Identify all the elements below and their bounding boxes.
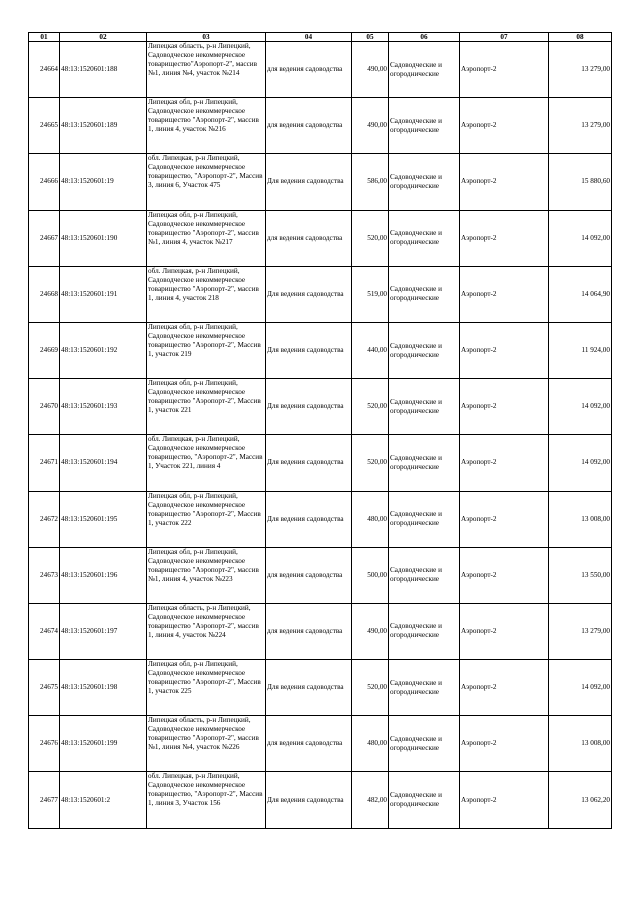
- cell-number: 24668: [29, 266, 60, 322]
- cell-group: Аэропорт-2: [460, 42, 549, 98]
- cell-address: [147, 379, 266, 435]
- table-row: [29, 322, 612, 378]
- cell-cost: 13 279,00: [549, 98, 612, 154]
- cell-permitted-use: для ведения садоводства: [266, 210, 352, 266]
- address-text: обл. Липецкая, р-н Липецкий, Садоводческое некоммерческое товарищество, "Аэропорт-2", Массив 1, Участок 221, линия 4: [148, 435, 263, 471]
- cell-number: 24672: [29, 491, 60, 547]
- address-text: Липецкая обл, р-н Липецкий, Садоводческое некоммерческое товарищество "Аэропорт-2", Массив 1, участок 219: [148, 322, 261, 358]
- table-row: [29, 210, 612, 266]
- table-row: [29, 154, 612, 210]
- cell-cost: 14 092,00: [549, 660, 612, 716]
- cell-group: Аэропорт-2: [460, 772, 549, 828]
- cell-area: 586,00: [352, 154, 389, 210]
- cell-cadastral-number: 48:13:1520601:192: [60, 322, 147, 378]
- cell-cadastral-number: 48:13:1520601:2: [60, 772, 147, 828]
- table-row: [29, 266, 612, 322]
- cell-address: [147, 603, 266, 659]
- cell-category: Садоводческие и огороднические: [389, 660, 460, 716]
- cell-address: [147, 435, 266, 491]
- cell-address: [147, 772, 266, 828]
- cell-group: Аэропорт-2: [460, 716, 549, 772]
- table-header-row: [29, 33, 612, 42]
- cell-cadastral-number: 48:13:1520601:193: [60, 379, 147, 435]
- cell-address: [147, 716, 266, 772]
- table-row: [29, 660, 612, 716]
- cadastral-table: [28, 32, 612, 829]
- cell-area: 520,00: [352, 435, 389, 491]
- cell-cost: 13 062,20: [549, 772, 612, 828]
- table-row: [29, 772, 612, 828]
- address-text: Липецкая область, р-н Липецкий, Садоводческое некоммерческое товарищество "Аэропорт-2", массив №1, линия №4, участок №226: [148, 716, 259, 752]
- cell-category: Садоводческие и огороднические: [389, 154, 460, 210]
- header-col-04: 04: [266, 33, 352, 42]
- address-text: Липецкая обл, р-н Липецкий, Садоводческое некоммерческое товарищество "Аэропорт-2", массив №1, линия 4, участок №217: [148, 210, 259, 246]
- cell-area: 482,00: [352, 772, 389, 828]
- cell-address: [147, 266, 266, 322]
- cell-area: 480,00: [352, 716, 389, 772]
- cell-number: 24676: [29, 716, 60, 772]
- cell-area: 520,00: [352, 660, 389, 716]
- cell-area: 519,00: [352, 266, 389, 322]
- cell-permitted-use: Для ведения садоводства: [266, 154, 352, 210]
- cell-group: Аэропорт-2: [460, 379, 549, 435]
- cell-permitted-use: Для ведения садоводства: [266, 379, 352, 435]
- cell-group: Аэропорт-2: [460, 660, 549, 716]
- cell-area: 490,00: [352, 603, 389, 659]
- cell-cadastral-number: 48:13:1520601:197: [60, 603, 147, 659]
- cell-number: 24669: [29, 322, 60, 378]
- table-row: [29, 435, 612, 491]
- cell-number: 24674: [29, 603, 60, 659]
- cell-permitted-use: для ведения садоводства: [266, 547, 352, 603]
- cell-number: 24670: [29, 379, 60, 435]
- cell-area: 500,00: [352, 547, 389, 603]
- header-col-07: 07: [460, 33, 549, 42]
- cell-number: 24665: [29, 98, 60, 154]
- cell-permitted-use: Для ведения садоводства: [266, 660, 352, 716]
- cell-area: 520,00: [352, 210, 389, 266]
- cell-category: Садоводческие и огороднические: [389, 772, 460, 828]
- cell-group: Аэропорт-2: [460, 210, 549, 266]
- cell-group: Аэропорт-2: [460, 266, 549, 322]
- cell-cadastral-number: 48:13:1520601:190: [60, 210, 147, 266]
- cell-address: [147, 322, 266, 378]
- cell-number: 24671: [29, 435, 60, 491]
- cell-group: Аэропорт-2: [460, 435, 549, 491]
- cell-cost: 13 008,00: [549, 716, 612, 772]
- cell-cost: 11 924,00: [549, 322, 612, 378]
- address-text: Липецкая обл, р-н Липецкий, Садоводческое некоммерческое товарищество "Аэропорт-2", массив №1, линия 4, участок №223: [148, 547, 259, 583]
- cell-address: [147, 210, 266, 266]
- header-col-02: 02: [60, 33, 147, 42]
- address-text: обл. Липецкая, р-н Липецкий, Садоводческое некоммерческое товарищество, "Аэропорт-2", Массив 3, линия 6, Участок 475: [148, 154, 263, 190]
- cell-category: Садоводческие и огороднические: [389, 266, 460, 322]
- cell-area: 490,00: [352, 42, 389, 98]
- address-text: Липецкая обл, р-н Липецкий, Садоводческое некоммерческое товарищество "Аэропорт-2", массив 1, линия 4, участок №216: [148, 98, 259, 134]
- cell-group: Аэропорт-2: [460, 603, 549, 659]
- table-row: [29, 379, 612, 435]
- cell-area: 480,00: [352, 491, 389, 547]
- cell-cadastral-number: 48:13:1520601:195: [60, 491, 147, 547]
- header-col-08: 08: [549, 33, 612, 42]
- cell-area: 440,00: [352, 322, 389, 378]
- cell-cadastral-number: 48:13:1520601:194: [60, 435, 147, 491]
- cell-cost: 13 550,00: [549, 547, 612, 603]
- header-col-06: 06: [389, 33, 460, 42]
- cell-number: 24673: [29, 547, 60, 603]
- header-col-03: 03: [147, 33, 266, 42]
- cell-category: Садоводческие и огороднические: [389, 42, 460, 98]
- cell-permitted-use: Для ведения садоводства: [266, 772, 352, 828]
- cell-group: Аэропорт-2: [460, 491, 549, 547]
- cell-permitted-use: для ведения садоводства: [266, 42, 352, 98]
- cell-cost: 14 092,00: [549, 379, 612, 435]
- cell-permitted-use: для ведения садоводства: [266, 98, 352, 154]
- address-text: обл. Липецкая, р-н Липецкий, Садоводческое некоммерческое товарищество "Аэропорт-2", массив 1, линия 4, участок 218: [148, 266, 259, 302]
- cell-category: Садоводческие и огороднические: [389, 716, 460, 772]
- cell-category: Садоводческие и огороднические: [389, 322, 460, 378]
- cell-cadastral-number: 48:13:1520601:189: [60, 98, 147, 154]
- cell-cost: 13 279,00: [549, 42, 612, 98]
- header-col-01: 01: [29, 33, 60, 42]
- cell-category: Садоводческие и огороднические: [389, 491, 460, 547]
- table-body: [29, 42, 612, 829]
- cell-cadastral-number: 48:13:1520601:191: [60, 266, 147, 322]
- cell-group: Аэропорт-2: [460, 547, 549, 603]
- cell-category: Садоводческие и огороднические: [389, 98, 460, 154]
- cell-address: [147, 98, 266, 154]
- cell-number: 24675: [29, 660, 60, 716]
- cell-address: [147, 154, 266, 210]
- cell-number: 24667: [29, 210, 60, 266]
- cell-area: 490,00: [352, 98, 389, 154]
- cell-permitted-use: Для ведения садоводства: [266, 266, 352, 322]
- cell-category: Садоводческие и огороднические: [389, 210, 460, 266]
- cell-cost: 14 092,00: [549, 210, 612, 266]
- cell-address: [147, 491, 266, 547]
- cell-number: 24666: [29, 154, 60, 210]
- header-col-05: 05: [352, 33, 389, 42]
- cell-cadastral-number: 48:13:1520601:198: [60, 660, 147, 716]
- cell-group: Аэропорт-2: [460, 322, 549, 378]
- table-row: [29, 716, 612, 772]
- cell-cost: 13 008,00: [549, 491, 612, 547]
- cell-address: [147, 547, 266, 603]
- table-row: [29, 42, 612, 98]
- cell-category: Садоводческие и огороднические: [389, 547, 460, 603]
- cell-permitted-use: Для ведения садоводства: [266, 491, 352, 547]
- cell-category: Садоводческие и огороднические: [389, 603, 460, 659]
- table-row: [29, 603, 612, 659]
- address-text: Липецкая область, р-н Липецкий, Садоводческое некоммерческое товарищество "Аэропорт-2", массив 1, линия 4, участок №224: [148, 603, 259, 639]
- cell-cadastral-number: 48:13:1520601:199: [60, 716, 147, 772]
- cell-group: Аэропорт-2: [460, 98, 549, 154]
- cell-cost: 14 064,90: [549, 266, 612, 322]
- cell-cost: 15 880,60: [549, 154, 612, 210]
- address-text: Липецкая область, р-н Липецкий, Садоводческое некоммерческое товарищество"Аэропорт-2", массив №1, линия №4, участок №214: [148, 42, 258, 77]
- cell-address: [147, 42, 266, 98]
- cell-cost: 14 092,00: [549, 435, 612, 491]
- cell-area: 520,00: [352, 379, 389, 435]
- cell-permitted-use: Для ведения садоводства: [266, 435, 352, 491]
- table-row: [29, 98, 612, 154]
- address-text: обл. Липецкая, р-н Липецкий, Садоводческое некоммерческое товарищество, "Аэропорт-2", Массив 1, линия 3, Участок 156: [148, 772, 263, 808]
- cell-permitted-use: Для ведения садоводства: [266, 322, 352, 378]
- address-text: Липецкая обл, р-н Липецкий, Садоводческое некоммерческое товарищество "Аэропорт-2", Массив 1, участок 225: [148, 660, 261, 696]
- cell-category: Садоводческие и огороднические: [389, 435, 460, 491]
- cell-permitted-use: для ведения садоводства: [266, 603, 352, 659]
- address-text: Липецкая обл, р-н Липецкий, Садоводческое некоммерческое товарищество "Аэропорт-2", Массив 1, участок 221: [148, 379, 261, 415]
- cell-address: [147, 660, 266, 716]
- cell-cadastral-number: 48:13:1520601:188: [60, 42, 147, 98]
- cell-category: Садоводческие и огороднические: [389, 379, 460, 435]
- cell-cost: 13 279,00: [549, 603, 612, 659]
- cell-permitted-use: для ведения садоводства: [266, 716, 352, 772]
- cell-number: 24677: [29, 772, 60, 828]
- cell-number: 24664: [29, 42, 60, 98]
- table-row: [29, 491, 612, 547]
- cell-cadastral-number: 48:13:1520601:19: [60, 154, 147, 210]
- cell-group: Аэропорт-2: [460, 154, 549, 210]
- table-row: [29, 547, 612, 603]
- address-text: Липецкая обл, р-н Липецкий, Садоводческое некоммерческое товарищество "Аэропорт-2", Массив 1, участок 222: [148, 491, 261, 527]
- cell-cadastral-number: 48:13:1520601:196: [60, 547, 147, 603]
